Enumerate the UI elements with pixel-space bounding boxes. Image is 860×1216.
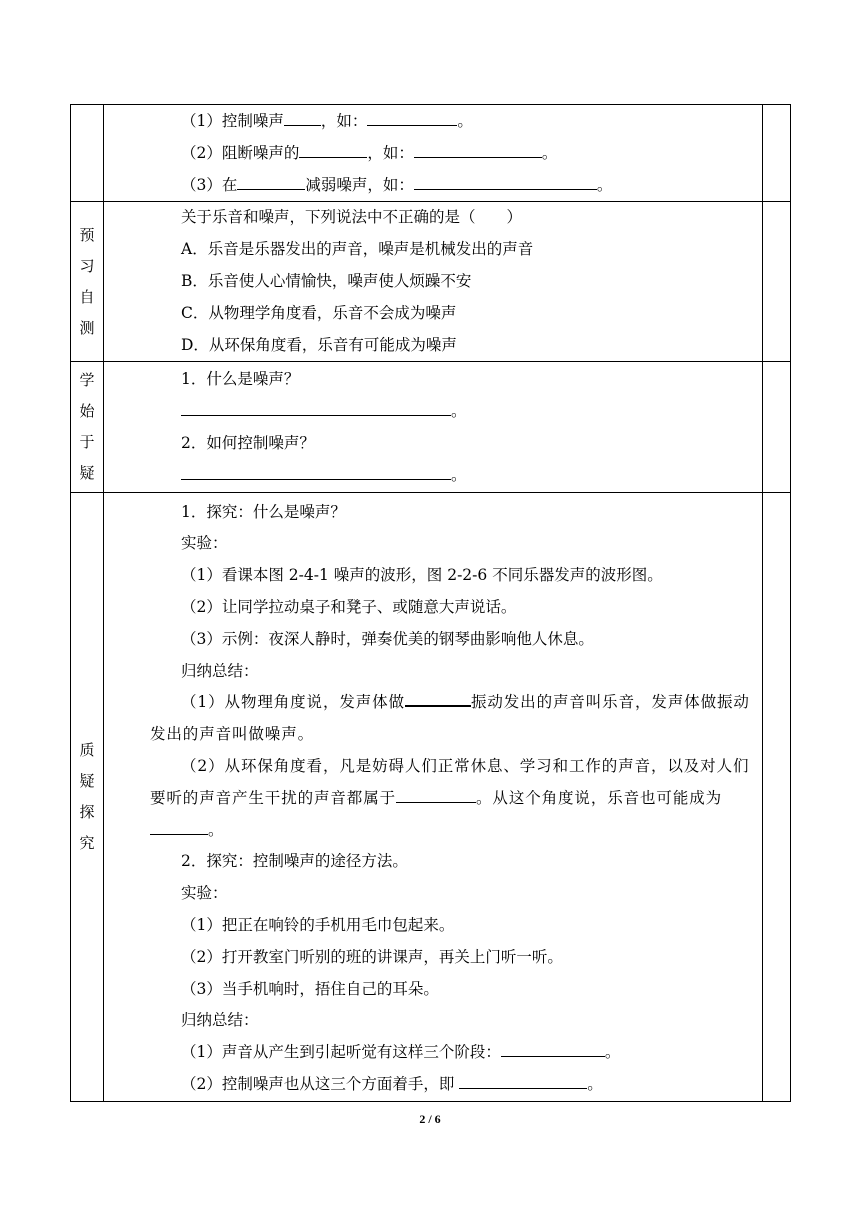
- text: 。: [541, 143, 558, 162]
- fill-line-1: [181, 106, 754, 138]
- label-inquiry: [71, 492, 104, 1101]
- page-number: 2 / 6: [419, 1112, 441, 1126]
- answer-blank[interactable]: [459, 1072, 587, 1089]
- label-char: 测: [79, 318, 95, 337]
- question-1: 1．什么是噪声？: [181, 370, 300, 389]
- conclusion-4: [181, 1069, 754, 1101]
- text: 。从这个角度说，乐音也可能成为: [476, 788, 723, 807]
- text: （2）从环保角度看，凡是妨碍人们正常休息、学习和工作的声音，以及对人们要听的声音产生干扰的声音都属于: [150, 756, 750, 807]
- row4-content: [104, 492, 763, 1101]
- text: 。: [596, 175, 613, 194]
- experiment-step: （1）看课本图 2-4-1 噪声的波形，图 2-2-6 不同乐器发声的波形图。: [181, 566, 663, 585]
- row1-content: [104, 105, 763, 202]
- option-c[interactable]: C．从物理学角度看，乐音不会成为噪声: [181, 303, 457, 322]
- text: 减弱噪声，如：: [305, 175, 414, 194]
- fill-line-3: [181, 170, 754, 202]
- answer-blank[interactable]: [414, 173, 597, 190]
- text: 。: [457, 112, 473, 130]
- experiment-heading: 实验：: [181, 884, 228, 903]
- row4-side-cell: [763, 492, 791, 1101]
- row-noise-control: [71, 105, 791, 202]
- answer-blank[interactable]: [367, 109, 457, 126]
- answer-blank[interactable]: [150, 818, 208, 835]
- text: 。: [451, 402, 467, 421]
- text: ，如：: [320, 112, 368, 130]
- label-char: 探: [79, 802, 95, 821]
- experiment-heading: 实验：: [181, 534, 228, 553]
- option-a[interactable]: A．乐音是乐器发出的声音，噪声是机械发出的声音: [181, 240, 534, 259]
- text: （1）从物理角度说，发声体做: [181, 693, 405, 712]
- text: （2）控制噪声也从这三个方面着手，即: [181, 1074, 460, 1093]
- summary-heading: 归纳总结：: [181, 1011, 259, 1030]
- answer-blank[interactable]: [299, 141, 367, 158]
- text: 。: [604, 1043, 621, 1062]
- answer-blank[interactable]: [501, 1040, 605, 1057]
- answer-blank[interactable]: [181, 399, 451, 416]
- row-inquiry: [71, 492, 791, 1101]
- option-b[interactable]: B．乐音使人心情愉快，噪声使人烦躁不安: [181, 271, 472, 290]
- label-char: 习: [79, 256, 95, 275]
- experiment-step: （3）当手机响时，捂住自己的耳朵。: [181, 979, 439, 998]
- text: 。: [208, 820, 225, 839]
- text: （1）声音从产生到引起听觉有这样三个阶段：: [181, 1043, 501, 1062]
- answer-line-1: [181, 396, 754, 428]
- experiment-step: （2）打开教室门听别的班的讲课声，再关上门听一听。: [181, 947, 563, 966]
- question-stem: 关于乐音和噪声，下列说法中不正确的是（ ）: [181, 208, 523, 227]
- fill-line-2: [181, 138, 754, 170]
- text: 。: [451, 465, 467, 484]
- experiment-step: （3）示例：夜深人静时，弹奏优美的钢琴曲影响他人休息。: [181, 629, 594, 648]
- label-preview-test: [71, 202, 104, 362]
- label-char: 疑: [79, 771, 95, 790]
- row3-content: [104, 362, 763, 492]
- section-2-title: 2．探究：控制噪声的途径方法。: [181, 852, 408, 871]
- label-char: 学: [79, 370, 95, 389]
- summary-heading: 归纳总结：: [181, 661, 259, 680]
- label-char: 疑: [79, 463, 95, 482]
- label-char: 质: [79, 740, 95, 759]
- summary-paragraphs: [104, 687, 762, 846]
- label-learn-from-doubt: [71, 362, 104, 492]
- text: ，如：: [367, 143, 414, 162]
- text: 。: [587, 1074, 603, 1093]
- text: （2）阻断噪声的: [181, 143, 300, 162]
- conclusion-3: [181, 1037, 754, 1069]
- label-char: 预: [79, 225, 95, 244]
- row3-side-cell: [763, 362, 791, 492]
- text: 振动发出的声音叫乐音，发声体做振动发出的声音叫做噪声。: [150, 693, 750, 744]
- conclusion-1: [150, 687, 754, 751]
- worksheet-table: [70, 104, 791, 1102]
- row1-label-cell: [71, 105, 104, 202]
- text: （1）控制噪声: [181, 112, 284, 130]
- label-char: 始: [79, 401, 95, 420]
- row2-side-cell: [763, 202, 791, 362]
- section-1-title: 1．探究：什么是噪声？: [181, 502, 346, 521]
- text: （3）在: [181, 175, 238, 194]
- row2-content: [104, 202, 763, 362]
- conclusion-2: [150, 751, 754, 846]
- experiment-step: （2）让同学拉动桌子和凳子、或随意大声说话。: [181, 597, 517, 616]
- answer-line-2: [181, 460, 754, 492]
- label-char: 自: [79, 287, 95, 306]
- answer-blank[interactable]: [414, 141, 542, 158]
- label-char: 于: [79, 432, 95, 451]
- label-char: 究: [79, 833, 95, 852]
- question-2: 2．如何控制噪声？: [181, 433, 315, 452]
- row1-side-cell: [763, 105, 791, 202]
- row-learn-from-doubt: [71, 362, 791, 492]
- answer-blank[interactable]: [181, 463, 451, 480]
- answer-blank[interactable]: [405, 689, 471, 707]
- answer-blank[interactable]: [284, 109, 321, 126]
- row-preview-test: [71, 202, 791, 362]
- experiment-step: （1）把正在响铃的手机用毛巾包起来。: [181, 915, 455, 934]
- answer-blank[interactable]: [237, 173, 305, 190]
- option-d[interactable]: D．从环保角度看，乐音有可能成为噪声: [181, 335, 457, 354]
- answer-blank[interactable]: [396, 786, 476, 803]
